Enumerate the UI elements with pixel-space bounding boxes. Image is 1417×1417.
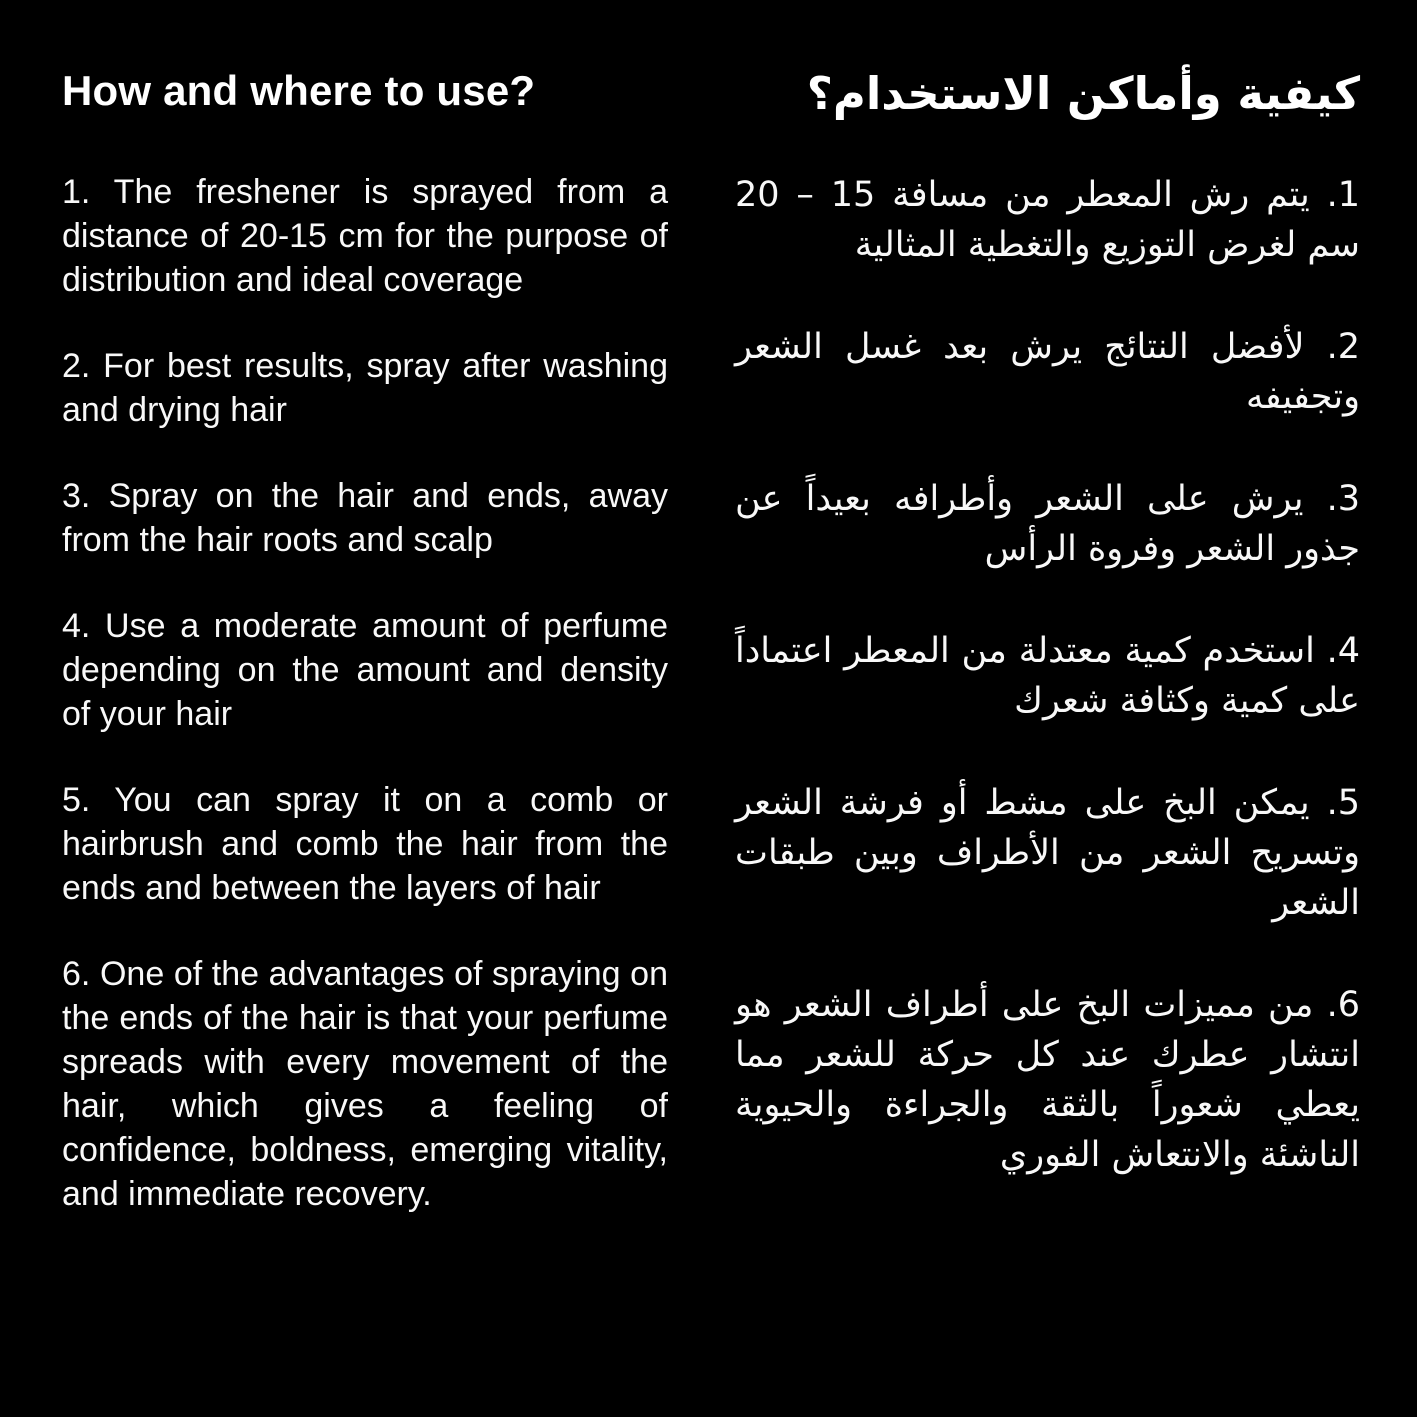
arabic-title: كيفية وأماكن الاستخدام؟ (806, 67, 1360, 120)
arabic-item-3: 3. يرش على الشعر وأطرافه بعيداً عن جذور الشعر وفروة الرأس (735, 479, 1360, 569)
arabic-column (735, 66, 1360, 1417)
english-item-2: 2. For best results, spray after washing and drying hair (62, 347, 668, 429)
english-column (62, 66, 668, 1417)
english-item-5: 5. You can spray it on a comb or hairbrush and comb the hair from the ends and between the layers of hair (62, 781, 668, 907)
arabic-item-6: 6. من مميزات البخ على أطراف الشعر هو انتشار عطرك عند كل حركة للشعر مما يعطي شعوراً بالثقة والجراءة والحيوية الناشئة والانتعاش الفوري (735, 985, 1360, 1175)
english-item-4: 4. Use a moderate amount of perfume depending on the amount and density of your hair (62, 607, 668, 733)
arabic-item-5: 5. يمكن البخ على مشط أو فرشة الشعر وتسريح الشعر من الأطراف وبين طبقات الشعر (735, 783, 1360, 923)
arabic-item-2: 2. لأفضل النتائج يرش بعد غسل الشعر وتجفيفه (735, 327, 1360, 417)
english-item-1: 1. The freshener is sprayed from a distance of 20-15 cm for the purpose of distribution and ideal coverage (62, 173, 668, 299)
english-item-3: 3. Spray on the hair and ends, away from the hair roots and scalp (62, 477, 668, 559)
english-title: How and where to use? (62, 67, 536, 114)
arabic-item-4: 4. استخدم كمية معتدلة من المعطر اعتماداً على كمية وكثافة شعرك (735, 631, 1360, 721)
arabic-item-1: 1. يتم رش المعطر من مسافة 15 – 20 سم لغرض التوزيع والتغطية المثالية (735, 175, 1360, 265)
english-item-6: 6. One of the advantages of spraying on the ends of the hair is that your perfume spreads with every movement of the hair, which gives a feeling of confidence, boldness, emerging vitality, and immediate recovery. (62, 955, 668, 1213)
